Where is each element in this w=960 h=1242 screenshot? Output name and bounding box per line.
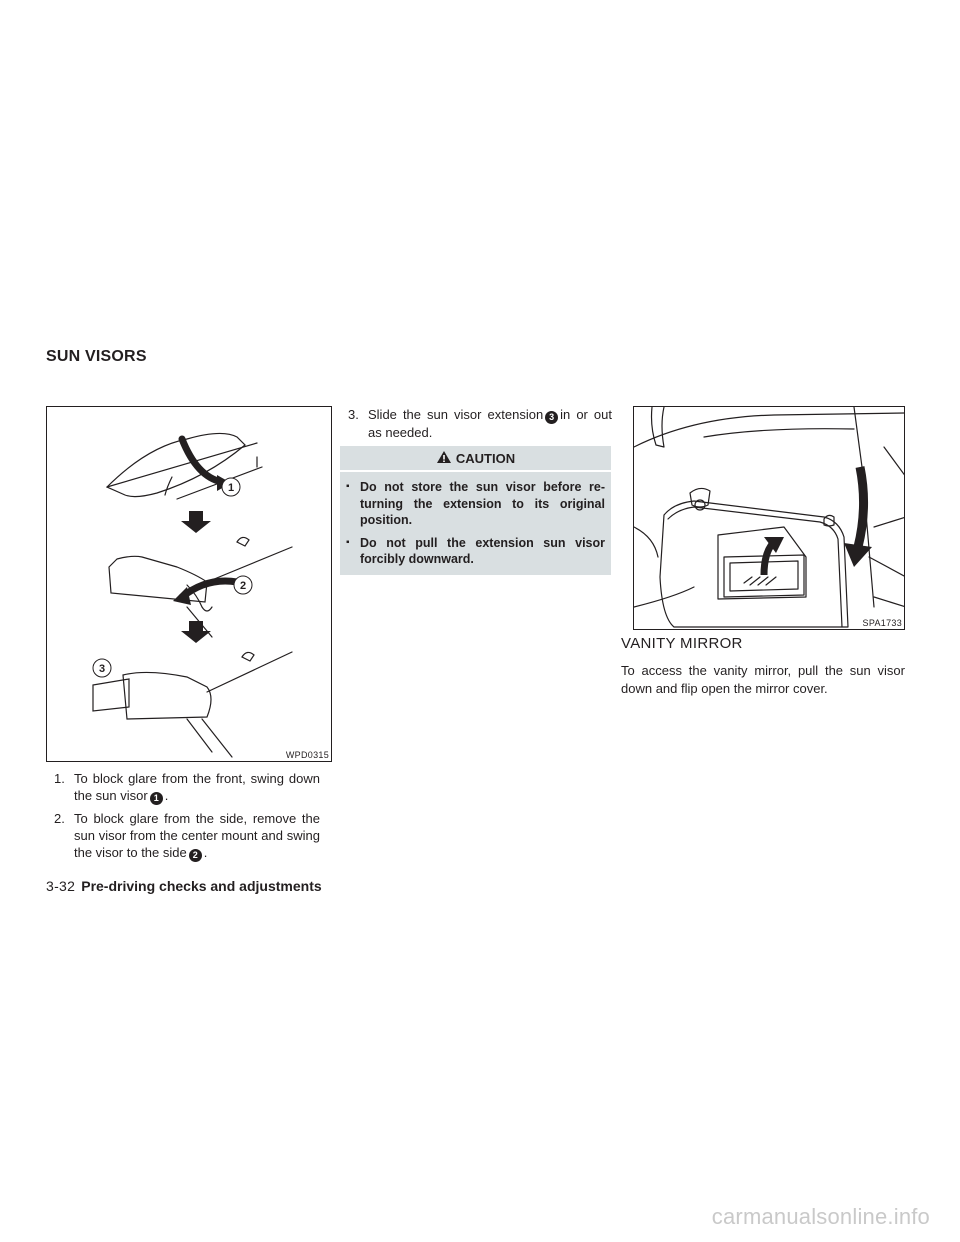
caution-box xyxy=(340,446,611,575)
callout-1: 1 xyxy=(227,482,235,494)
callout-ref-2: 2 xyxy=(189,849,202,862)
step-3 xyxy=(348,406,612,441)
watermark: carmanualsonline.info xyxy=(711,1204,930,1229)
section-title: SUN VISORS xyxy=(46,348,147,365)
step-3-text: Slide the sun visor extension xyxy=(368,407,544,422)
sun-visor-illustration xyxy=(47,407,332,762)
page-number: 3-32 xyxy=(46,878,76,894)
vanity-mirror-figure xyxy=(633,406,905,630)
step-2-number: 2. xyxy=(54,811,65,826)
sun-visor-figure xyxy=(46,406,332,762)
callout-ref-1: 1 xyxy=(150,792,163,805)
step-3-end: in or out as needed. xyxy=(368,407,612,440)
caution-header xyxy=(340,446,611,472)
warning-triangle-icon xyxy=(436,450,452,467)
step-1-number: 1. xyxy=(54,771,65,786)
step-2-end: . xyxy=(203,845,208,860)
page-footer xyxy=(46,878,322,894)
caution-title: CAUTION xyxy=(455,450,516,466)
callout-2: 2 xyxy=(239,580,247,592)
step-2 xyxy=(54,810,320,862)
caution-item: ▪ Do not pull the extension sun visor forcibly downward. xyxy=(346,535,605,568)
vanity-mirror-text: To access the vanity mirror, pull the sun visor down and flip open the mirror cover. xyxy=(621,663,905,696)
step-2-text: To block glare from the side, remove the sun visor from the center mount and swing the visor to the side xyxy=(74,811,320,860)
caution-item: ▪ Do not store the sun visor before re-turning the extension to its original position. xyxy=(346,479,605,529)
vanity-mirror-illustration xyxy=(634,407,905,630)
chapter-title: Pre-driving checks and adjustments xyxy=(81,878,322,894)
vanity-mirror-heading: VANITY MIRROR xyxy=(621,635,743,652)
step-1 xyxy=(54,770,320,805)
step-1-text: To block glare from the front, swing down the sun visor xyxy=(74,771,320,803)
caution-list xyxy=(340,472,611,575)
figure-code-right: SPA1733 xyxy=(862,618,902,628)
step-1-end: . xyxy=(164,788,169,803)
figure-code-left: WPD0315 xyxy=(285,750,329,760)
callout-ref-3: 3 xyxy=(545,411,558,424)
callout-3: 3 xyxy=(98,663,106,675)
step-3-number: 3. xyxy=(348,407,359,422)
